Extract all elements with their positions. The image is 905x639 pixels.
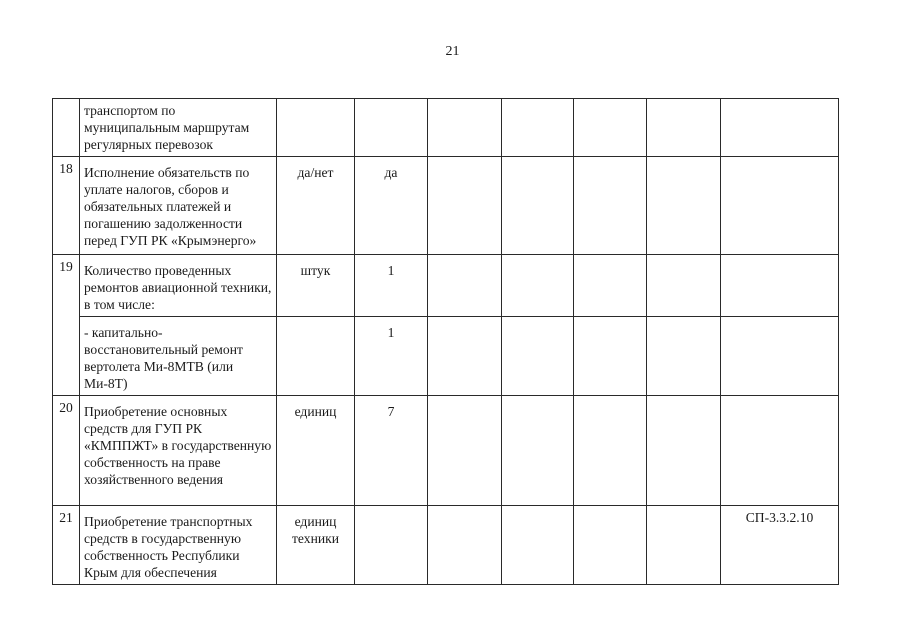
empty-cell [428, 255, 502, 317]
row-description: - капитально-восстановительный ремонт вертолета Ми-8МТВ (или Ми-8Т) [80, 317, 277, 396]
empty-cell [428, 99, 502, 157]
table-row [53, 317, 839, 396]
empty-cell [574, 506, 647, 585]
empty-cell [574, 99, 647, 157]
empty-cell [647, 506, 721, 585]
row-unit: единиц техники [277, 506, 355, 585]
empty-cell [574, 317, 647, 396]
row-unit [277, 317, 355, 396]
row-description: Приобретение основных средств для ГУП РК «КМППЖТ» в государственную собственность на праве хозяйственного ведения [80, 396, 277, 506]
row-unit: да/нет [277, 157, 355, 255]
empty-cell [647, 396, 721, 506]
indicator-table [52, 98, 839, 585]
row-number: 21 [53, 506, 80, 585]
row-value: 7 [355, 396, 428, 506]
table-row [53, 396, 839, 506]
row-number: 19 [53, 255, 80, 396]
empty-cell [574, 157, 647, 255]
row-unit: штук [277, 255, 355, 317]
row-description: Приобретение транспортных средств в государственную собственность Республики Крым для обеспечения [80, 506, 277, 585]
empty-cell [647, 157, 721, 255]
empty-cell [428, 317, 502, 396]
row-number [53, 99, 80, 157]
row-code [721, 157, 839, 255]
row-value: да [355, 157, 428, 255]
row-unit [277, 99, 355, 157]
page-number: 21 [445, 44, 460, 59]
empty-cell [502, 157, 574, 255]
empty-cell [502, 255, 574, 317]
empty-cell [647, 317, 721, 396]
row-value: 1 [355, 317, 428, 396]
empty-cell [428, 157, 502, 255]
empty-cell [502, 317, 574, 396]
empty-cell [502, 99, 574, 157]
row-code [721, 99, 839, 157]
row-code [721, 396, 839, 506]
row-code [721, 317, 839, 396]
row-description: Количество проведенных ремонтов авиационной техники, в том числе: [80, 255, 277, 317]
empty-cell [574, 396, 647, 506]
empty-cell [428, 396, 502, 506]
row-value: 1 [355, 255, 428, 317]
row-number: 18 [53, 157, 80, 255]
row-code: СП-3.3.2.10 [721, 506, 839, 585]
table-row [53, 255, 839, 317]
empty-cell [502, 506, 574, 585]
row-value [355, 506, 428, 585]
empty-cell [502, 396, 574, 506]
empty-cell [647, 255, 721, 317]
row-description: Исполнение обязательств по уплате налогов, сборов и обязательных платежей и погашению задолженности перед ГУП РК «Крымэнерго» [80, 157, 277, 255]
row-code [721, 255, 839, 317]
empty-cell [574, 255, 647, 317]
row-unit: единиц [277, 396, 355, 506]
row-value [355, 99, 428, 157]
table-row [53, 157, 839, 255]
row-description: транспортом по муниципальным маршрутам регулярных перевозок [80, 99, 277, 157]
table-row [53, 506, 839, 585]
row-number: 20 [53, 396, 80, 506]
empty-cell [428, 506, 502, 585]
table-row [53, 99, 839, 157]
empty-cell [647, 99, 721, 157]
